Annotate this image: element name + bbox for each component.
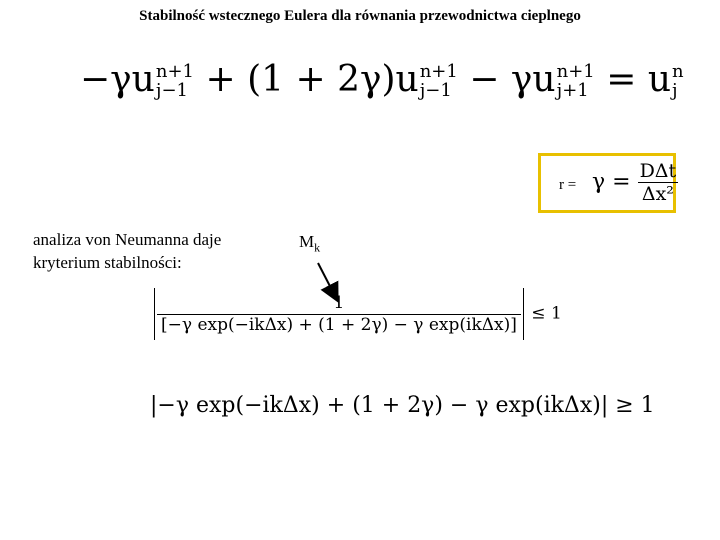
scheme-equation <box>80 59 684 101</box>
eq-term-3: − γu <box>457 59 556 100</box>
eq-term-2: + (1 + 2γ)u <box>194 59 419 100</box>
fraction-numerator: 1 <box>157 295 521 315</box>
abs-bar-close: | <box>600 393 609 418</box>
eq-index-3: n+1 j+1 <box>556 61 595 101</box>
neumann-text <box>33 229 221 275</box>
stability-inequality-1 <box>152 288 562 340</box>
neumann-line-1: analiza von Neumanna daje <box>33 230 222 249</box>
r-label: r = <box>559 177 577 193</box>
inequality2-expression: −γ exp(−ikΔx) + (1 + 2γ) − γ exp(ikΔx) <box>157 393 601 418</box>
gamma-definition <box>592 160 678 205</box>
page-title: Stabilność wstecznego Eulera dla równania przewodnictwa cieplnego <box>139 8 581 24</box>
eq-index-1: n+1 j−1 <box>155 61 195 101</box>
inequality2-rhs: ≥ 1 <box>615 393 655 418</box>
gamma-denominator: Δx² <box>641 183 674 205</box>
abs-bar-open: | <box>150 393 158 418</box>
eq-term-1: −γu <box>80 59 155 100</box>
gamma-numerator: DΔt <box>639 160 677 182</box>
gamma-lhs: γ = <box>592 169 631 195</box>
amplification-fraction <box>157 292 521 335</box>
fraction-denominator: [−γ exp(−ikΔx) + (1 + 2γ) − γ exp(ikΔx)] <box>161 314 517 335</box>
gamma-fraction <box>638 160 679 205</box>
abs-bar-right <box>523 288 524 340</box>
neumann-line-2: kryterium stabilności: <box>33 252 182 272</box>
abs-bar-left <box>154 288 155 340</box>
mk-label: $M_k$ <box>299 232 321 255</box>
eq-index-4: n j <box>672 61 684 101</box>
eq-term-4: = u <box>594 59 672 100</box>
eq-index-2: n+1 j−1 <box>419 61 458 101</box>
stability-inequality-2 <box>150 395 655 417</box>
inequality1-rhs: ≤ 1 <box>531 303 562 324</box>
